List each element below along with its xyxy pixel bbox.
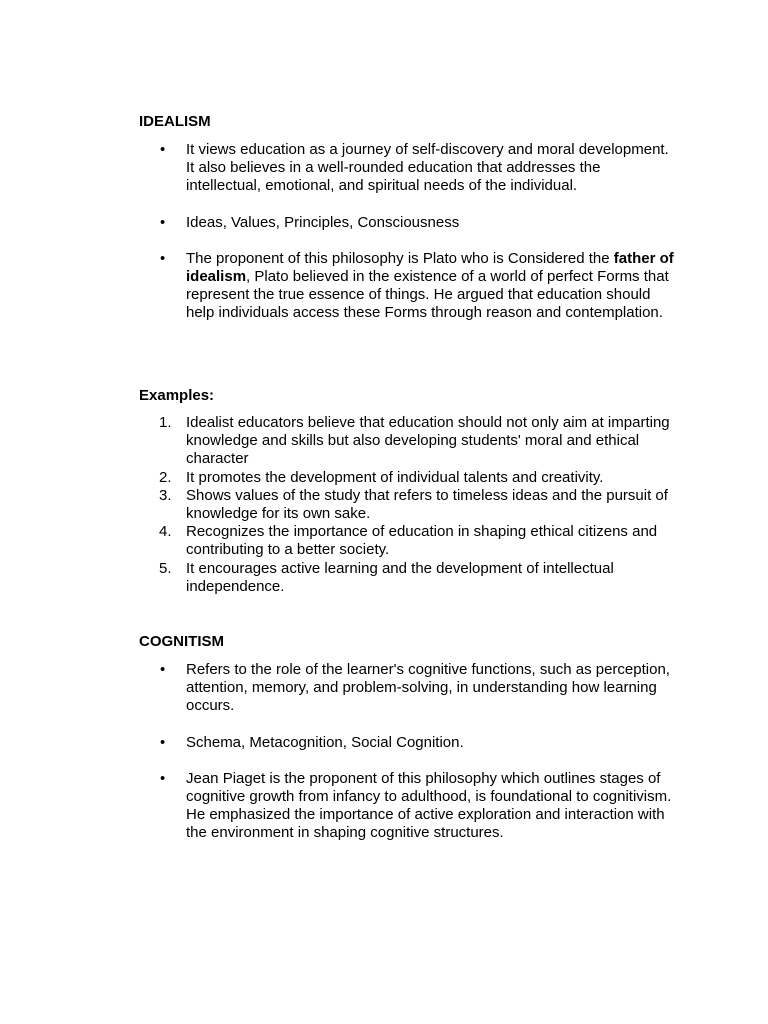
bullet-marker: • [160, 769, 166, 787]
bullet-marker: • [160, 249, 166, 267]
examples-heading: Examples: [139, 387, 215, 404]
example-2-text: It promotes the development of individual talents and creativity. [186, 468, 604, 486]
list-item [139, 141, 679, 196]
cognitism-heading: COGNITISM [139, 633, 224, 650]
cognitism-bullet-list [139, 661, 679, 843]
idealism-bullet-2-text: Ideas, Values, Principles, Consciousness [186, 213, 460, 231]
idealism-bullet-list [139, 141, 679, 323]
idealism-heading: IDEALISM [139, 113, 211, 130]
list-number: 4. [159, 523, 172, 541]
idealism-bullet-3-post: , Plato believed in the existence of a world of perfect Forms that represent the true essence of things. He argued that education should help individuals access these Forms through reason and contemplation. [186, 268, 669, 322]
bullet-marker: • [160, 733, 166, 751]
list-item [139, 770, 679, 843]
list-item [139, 414, 679, 469]
idealism-bullet-3-pre: The proponent of this philosophy is Plato who is Considered the [186, 249, 614, 267]
list-item [139, 661, 679, 716]
list-item [139, 560, 679, 596]
bullet-marker: • [160, 141, 166, 158]
list-item [139, 523, 679, 559]
list-item [139, 487, 679, 523]
list-item [139, 214, 679, 232]
list-number: 2. [159, 468, 172, 486]
example-4-text: Recognizes the importance of education in shaping ethical citizens and contributing to a better society. [186, 523, 658, 559]
example-5-text: It encourages active learning and the development of intellectual independence. [186, 559, 614, 595]
list-item [139, 734, 679, 752]
list-item [139, 250, 679, 323]
example-3-text: Shows values of the study that refers to timeless ideas and the pursuit of knowledge for its own sake. [186, 486, 668, 523]
example-1-text: Idealist educators believe that education should not only aim at imparting knowledge and skills but also developing students' moral and ethical character [186, 414, 670, 468]
idealism-bullet-3-text [186, 250, 674, 322]
cognitism-bullet-3-text: Jean Piaget is the proponent of this philosophy which outlines stages of cognitive growth from infancy to adulthood, is foundational to cognitivism. He emphasized the importance of active exploration and interaction with the environment in shaping cognitive structures. [186, 769, 672, 842]
list-number: 5. [159, 559, 172, 577]
list-number: 1. [159, 414, 172, 431]
bullet-marker: • [160, 213, 166, 231]
bullet-marker: • [160, 661, 166, 678]
list-number: 3. [159, 486, 172, 504]
father-of-idealism-bold: father of idealism [186, 249, 674, 286]
cognitism-bullet-2-text: Schema, Metacognition, Social Cognition. [186, 733, 464, 751]
list-item [139, 469, 679, 487]
cognitism-bullet-1-text: Refers to the role of the learner's cognitive functions, such as perception, attention, memory, and problem-solving, in understanding how learning occurs. [186, 661, 670, 715]
idealism-bullet-1-text: It views education as a journey of self-discovery and moral development. It also believes in a well-rounded education that addresses the intellectual, emotional, and spiritual needs of the individual. [186, 141, 669, 195]
examples-numbered-list [139, 414, 679, 596]
